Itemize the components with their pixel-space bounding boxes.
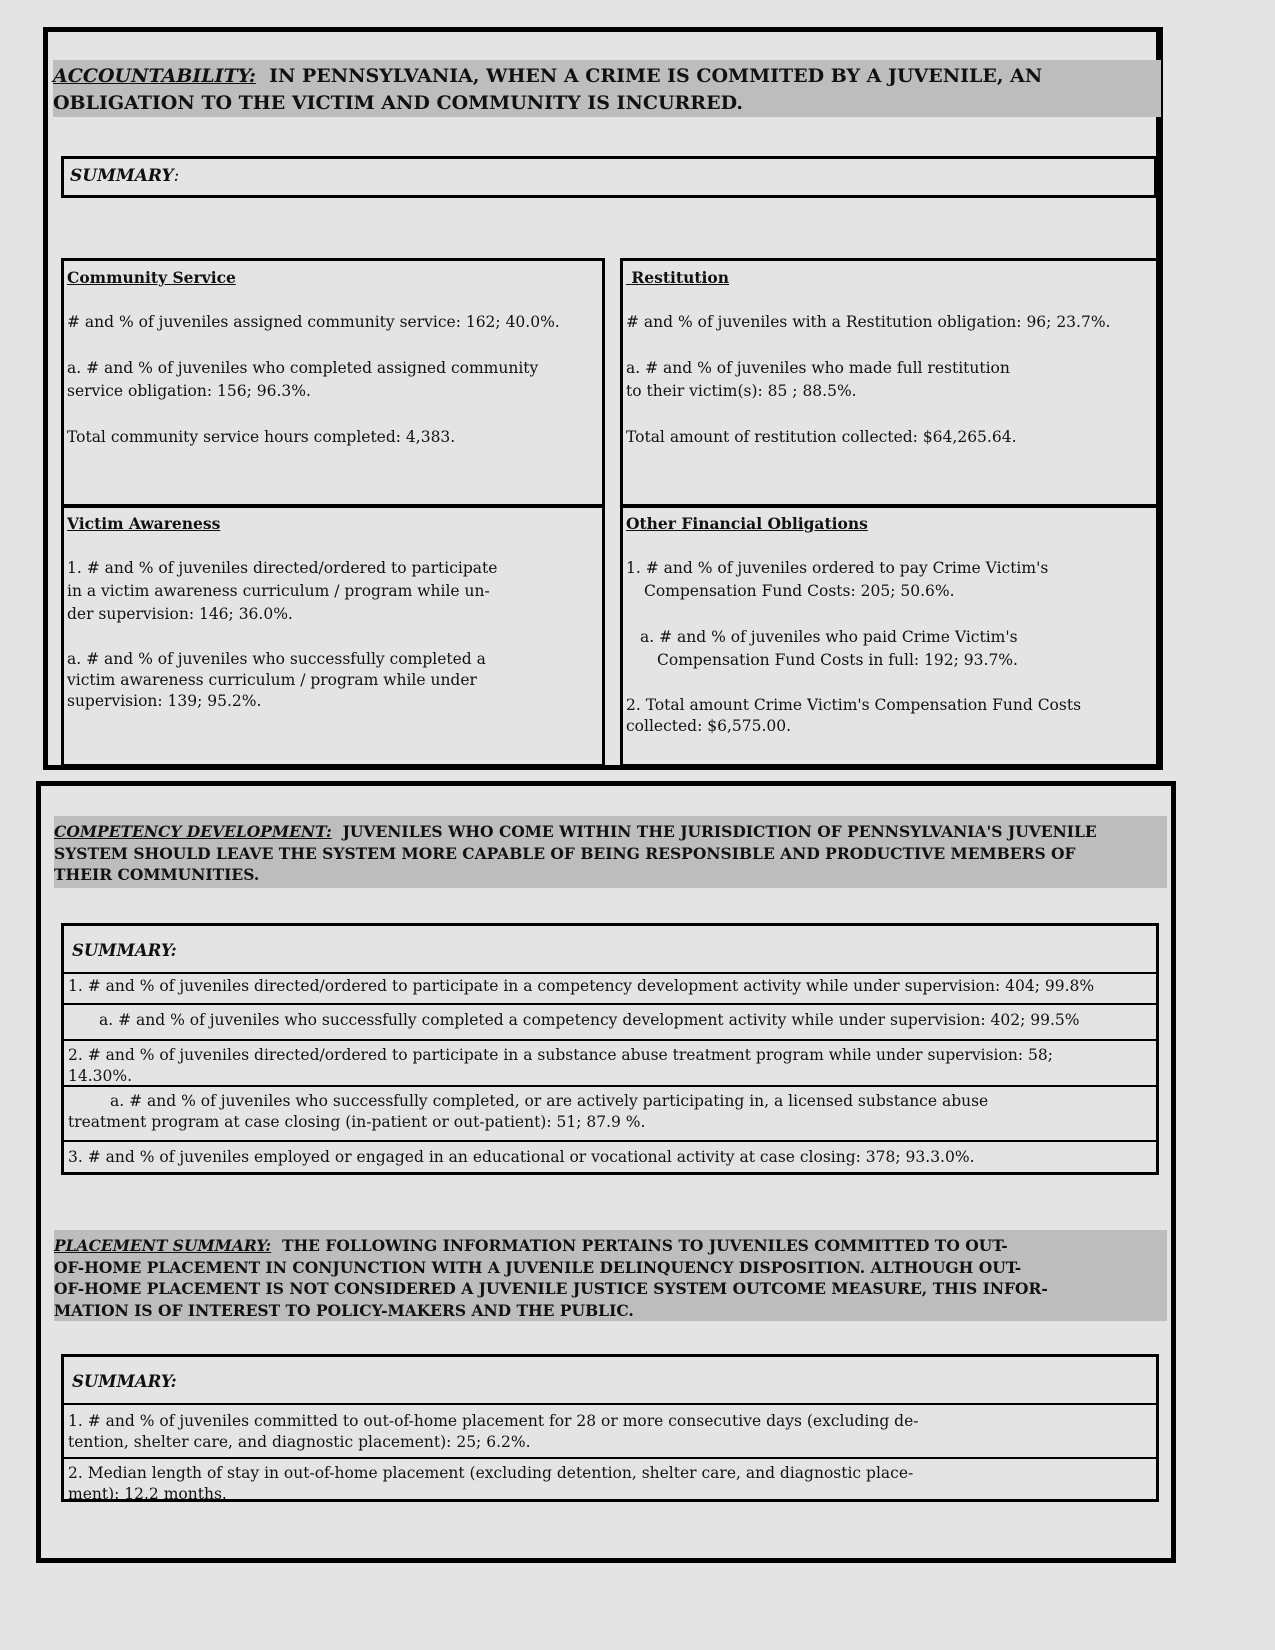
victim-awareness-completed bbox=[67, 649, 599, 712]
placement-line-3: OF-HOME PLACEMENT IS NOT CONSIDERED A JUVENILE JUSTICE SYSTEM OUTCOME MEASURE, THIS INFOR- bbox=[54, 1279, 1048, 1298]
competency-line-3: THEIR COMMUNITIES. bbox=[54, 865, 260, 884]
placement-row-2 bbox=[64, 1457, 1156, 1501]
community-service-assigned: # and % of juveniles assigned community service: 162; 40.0%. bbox=[67, 313, 560, 331]
community-service-completed bbox=[67, 357, 599, 403]
competency-row-1: 1. # and % of juveniles directed/ordered to participate in a competency development activity while under supervision: 404; 99.8% bbox=[64, 972, 1156, 1003]
restitution-full-line-1: a. # and % of juveniles who made full restitution bbox=[626, 359, 1010, 377]
accountability-summary-colon: : bbox=[173, 166, 180, 186]
competency-row-2-line-2: 14.30%. bbox=[68, 1067, 133, 1085]
financial-obligations-panel bbox=[620, 504, 1162, 770]
placement-heading-line-1 bbox=[54, 1235, 1167, 1257]
victim-awareness-directed-line-2: in a victim awareness curriculum / program while un- bbox=[67, 582, 490, 600]
competency-summary-table bbox=[61, 923, 1159, 1175]
financial-ordered bbox=[626, 557, 1156, 603]
competency-row-2-line-1: 2. # and % of juveniles directed/ordered to participate in a substance abuse treatment program while under supervision: 58; bbox=[68, 1046, 1053, 1064]
victim-awareness-directed bbox=[67, 557, 599, 626]
restitution-full-line-2: to their victim(s): 85 ; 88.5%. bbox=[626, 382, 857, 400]
financial-paid-line-1: a. # and % of juveniles who paid Crime Victim's bbox=[640, 628, 1018, 646]
competency-row-2a bbox=[64, 1085, 1156, 1140]
placement-summary-table bbox=[61, 1354, 1159, 1502]
competency-line-2: SYSTEM SHOULD LEAVE THE SYSTEM MORE CAPABLE OF BEING RESPONSIBLE AND PRODUCTIVE MEMBERS OF bbox=[54, 843, 1076, 863]
financial-total-line-2: collected: $6,575.00. bbox=[626, 717, 792, 735]
restitution-title bbox=[626, 266, 1156, 289]
accountability-line-2: OBLIGATION TO THE VICTIM AND COMMUNITY IS INCURRED. bbox=[53, 92, 743, 114]
victim-awareness-panel bbox=[61, 504, 605, 770]
financial-total-line-1: 2. Total amount Crime Victim's Compensation Fund Costs bbox=[626, 696, 1082, 714]
competency-row-3: 3. # and % of juveniles employed or engaged in an educational or vocational activity at case closing: 378; 93.3.0%. bbox=[64, 1140, 1156, 1172]
competency-banner bbox=[54, 816, 1167, 888]
placement-row-1-line-2: tention, shelter care, and diagnostic placement): 25; 6.2%. bbox=[68, 1433, 531, 1451]
placement-row-1 bbox=[64, 1403, 1156, 1457]
competency-line-1: JUVENILES WHO COME WITHIN THE JURISDICTION OF PENNSYLVANIA'S JUVENILE bbox=[342, 822, 1097, 841]
victim-awareness-directed-line-1: 1. # and % of juveniles directed/ordered to participate bbox=[67, 559, 498, 577]
restitution-full bbox=[626, 357, 1156, 403]
victim-awareness-completed-line-1: a. # and % of juveniles who successfully completed a bbox=[67, 650, 486, 668]
placement-row-2-line-2: ment): 12.2 months. bbox=[68, 1485, 227, 1503]
victim-awareness-directed-line-3: der supervision: 146; 36.0%. bbox=[67, 605, 293, 623]
financial-ordered-line-1: 1. # and % of juveniles ordered to pay Crime Victim's bbox=[626, 559, 1049, 577]
placement-line-1: THE FOLLOWING INFORMATION PERTAINS TO JUVENILES COMMITTED TO OUT- bbox=[281, 1236, 1008, 1255]
placement-row-2-line-1: 2. Median length of stay in out-of-home placement (excluding detention, shelter care, and diagnostic place- bbox=[68, 1464, 914, 1482]
community-service-panel bbox=[61, 258, 605, 508]
restitution-panel bbox=[620, 258, 1162, 508]
community-service-hours: Total community service hours completed: 4,383. bbox=[67, 428, 456, 446]
restitution-total: Total amount of restitution collected: $64,265.64. bbox=[626, 428, 1017, 446]
accountability-summary-box bbox=[61, 156, 1157, 198]
competency-row-2 bbox=[64, 1039, 1156, 1085]
placement-row-1-line-1: 1. # and % of juveniles committed to out-of-home placement for 28 or more consecutive days (excluding de- bbox=[68, 1412, 919, 1430]
restitution-title-text: Restitution bbox=[631, 268, 730, 287]
competency-row-2a-line-2: treatment program at case closing (in-patient or out-patient): 51; 87.9 %. bbox=[68, 1113, 646, 1131]
accountability-summary-label: SUMMARY bbox=[70, 166, 174, 186]
competency-lead: COMPETENCY DEVELOPMENT: bbox=[54, 822, 332, 841]
victim-awareness-completed-line-3: supervision: 139; 95.2%. bbox=[67, 692, 262, 710]
placement-lead: PLACEMENT SUMMARY: bbox=[54, 1236, 272, 1255]
restitution-obligation: # and % of juveniles with a Restitution obligation: 96; 23.7%. bbox=[626, 313, 1111, 331]
placement-summary-label: SUMMARY: bbox=[72, 1372, 177, 1391]
community-service-title: Community Service bbox=[67, 268, 236, 287]
victim-awareness-title: Victim Awareness bbox=[67, 514, 221, 533]
financial-obligations-title: Other Financial Obligations bbox=[626, 514, 868, 533]
community-service-completed-line-1: a. # and % of juveniles who completed assigned community bbox=[67, 359, 539, 377]
accountability-heading-line-1 bbox=[53, 63, 1161, 90]
placement-line-2: OF-HOME PLACEMENT IN CONJUNCTION WITH A JUVENILE DELINQUENCY DISPOSITION. ALTHOUGH OUT- bbox=[54, 1257, 1022, 1277]
competency-row-1a: a. # and % of juveniles who successfully completed a competency development activity while under supervision: 402; 99.5% bbox=[64, 1003, 1156, 1039]
accountability-lead: ACCOUNTABILITY: bbox=[53, 65, 256, 87]
competency-heading-line-1 bbox=[54, 821, 1167, 843]
placement-line-4: MATION IS OF INTEREST TO POLICY-MAKERS AND THE PUBLIC. bbox=[54, 1300, 634, 1320]
financial-total bbox=[626, 695, 1156, 737]
victim-awareness-completed-line-2: victim awareness curriculum / program while under bbox=[67, 671, 477, 689]
accountability-line-1: IN PENNSYLVANIA, WHEN A CRIME IS COMMITED BY A JUVENILE, AN bbox=[269, 65, 1043, 87]
community-service-completed-line-2: service obligation: 156; 96.3%. bbox=[67, 382, 311, 400]
competency-row-2a-line-1: a. # and % of juveniles who successfully completed, or are actively participating in, a licensed substance abuse bbox=[110, 1092, 989, 1110]
financial-ordered-line-2: Compensation Fund Costs: 205; 50.6%. bbox=[644, 582, 955, 600]
placement-banner bbox=[54, 1230, 1167, 1321]
accountability-banner bbox=[53, 60, 1161, 117]
competency-summary-label: SUMMARY: bbox=[72, 941, 177, 960]
financial-paid bbox=[626, 626, 1156, 672]
financial-paid-line-2: Compensation Fund Costs in full: 192; 93.7%. bbox=[657, 651, 1018, 669]
